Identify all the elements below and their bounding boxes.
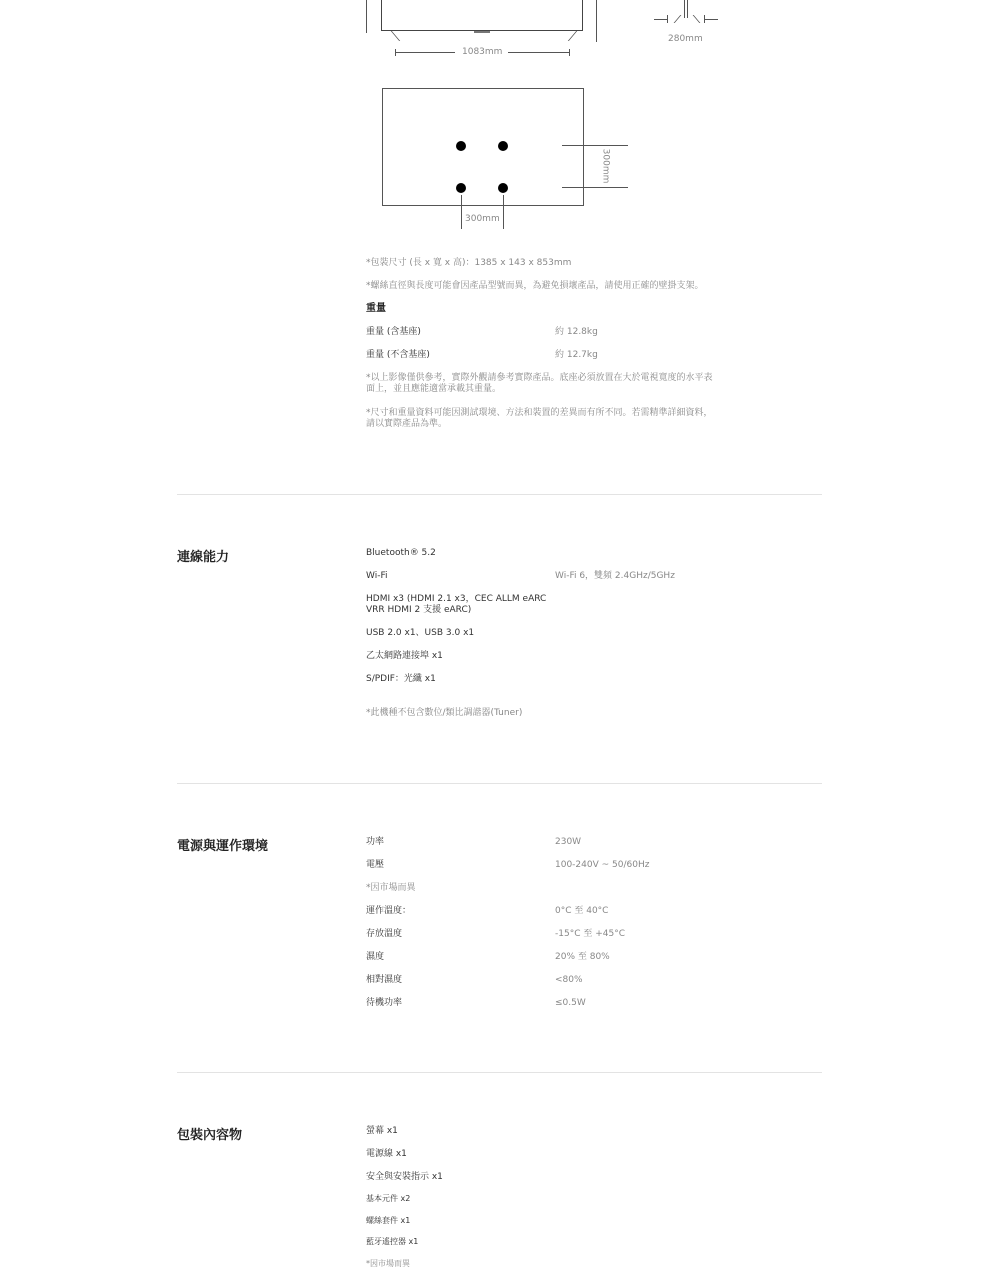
mount-hole-icon xyxy=(456,183,466,193)
usb-spec: USB 2.0 x1、USB 3.0 x1 xyxy=(366,628,475,638)
vesa-h-line-right xyxy=(503,195,504,229)
width-label: 1083mm xyxy=(462,47,503,57)
package-item: 基本元件 x2 xyxy=(366,1194,411,1203)
depth-line-right xyxy=(704,19,718,20)
package-size-note: *包裝尺寸 (長 x 寬 x 高)：1385 x 143 x 853mm xyxy=(366,258,572,268)
width-line-left xyxy=(395,52,455,53)
wifi-label: Wi-Fi xyxy=(366,571,388,581)
vesa-v-line-bottom xyxy=(562,187,628,188)
standby-power-label: 待機功率 xyxy=(366,998,403,1008)
stand-depth-label: 280mm xyxy=(668,34,703,44)
depth-tick-right xyxy=(704,15,705,23)
tv-right-leg xyxy=(558,31,577,41)
package-item: 電源線 x1 xyxy=(366,1149,407,1159)
tv-left-edge xyxy=(381,0,382,30)
hdmi-spec-2: VRR HDMI 2 支援 eARC) xyxy=(366,605,472,615)
power-value: 230W xyxy=(555,837,582,847)
vesa-horizontal-label: 300mm xyxy=(465,214,500,224)
weight-with-stand-value: 約 12.8kg xyxy=(555,327,598,337)
package-item: 螢幕 x1 xyxy=(366,1126,398,1136)
weight-note-2b: 請以實際產品為準。 xyxy=(366,419,448,429)
humidity-value: 20% 至 80% xyxy=(555,952,610,962)
operating-temp-value: 0°C 至 40°C xyxy=(555,906,609,916)
tv-back-outline xyxy=(382,88,584,206)
humidity-label: 濕度 xyxy=(366,952,385,962)
power-label: 功率 xyxy=(366,837,385,847)
width-tick-right xyxy=(569,49,570,56)
height-dimension-line xyxy=(366,0,367,33)
weight-note-2a: *尺寸和重量資料可能因測試環境、方法和裝置的差異而有所不同。若需精準詳細資料， xyxy=(366,408,713,418)
tv-logo-bar xyxy=(474,31,490,33)
depth-tick-left xyxy=(667,15,668,23)
depth-line-left xyxy=(654,19,668,20)
hdmi-spec-1: HDMI x3 (HDMI 2.1 x3，CEC ALLM eARC xyxy=(366,594,547,604)
standby-power-value: ≤0.5W xyxy=(555,998,586,1008)
connectivity-title: 連線能力 xyxy=(177,550,230,565)
package-item: 藍牙遙控器 x1 xyxy=(366,1237,419,1246)
weight-without-stand-label: 重量 (不含基座) xyxy=(366,350,430,360)
width-tick-left xyxy=(395,49,396,56)
voltage-label: 電壓 xyxy=(366,860,385,870)
section-divider xyxy=(177,494,822,495)
ethernet-spec: 乙太網路連接埠 x1 xyxy=(366,651,443,661)
package-item: 螺絲套件 x1 xyxy=(366,1216,411,1225)
vesa-vertical-label: 300mm xyxy=(600,148,611,184)
tuner-note: *此機種不包含數位/類比調諧器(Tuner) xyxy=(366,708,523,718)
package-note: *因市場而異 xyxy=(366,1259,410,1268)
operating-temp-label: 運作溫度： xyxy=(366,906,412,916)
vesa-h-line-left xyxy=(461,195,462,229)
vesa-v-line-top xyxy=(562,145,628,146)
tv-left-leg xyxy=(391,31,410,41)
voltage-value: 100-240V ~ 50/60Hz xyxy=(555,860,650,870)
mount-hole-icon xyxy=(498,141,508,151)
stand-foot-right xyxy=(685,15,701,23)
relative-humidity-label: 相對濕度 xyxy=(366,975,403,985)
bluetooth-spec: Bluetooth® 5.2 xyxy=(366,548,436,558)
storage-temp-label: 存放溫度 xyxy=(366,929,403,939)
package-title: 包裝內容物 xyxy=(177,1128,243,1143)
section-divider xyxy=(177,1072,822,1073)
spdif-spec: S/PDIF：光纖 x1 xyxy=(366,674,436,684)
weight-without-stand-value: 約 12.7kg xyxy=(555,350,598,360)
wifi-value: Wi-Fi 6，雙頻 2.4GHz/5GHz xyxy=(555,571,675,581)
weight-note-1b: 面上，並且應能適當承載其重量。 xyxy=(366,384,502,394)
relative-humidity-value: <80% xyxy=(555,975,583,985)
power-title: 電源與運作環境 xyxy=(177,839,269,854)
weight-with-stand-label: 重量 (含基座) xyxy=(366,327,421,337)
width-line-right xyxy=(508,52,570,53)
depth-dimension-line xyxy=(596,0,597,42)
storage-temp-value: -15°C 至 +45°C xyxy=(555,929,625,939)
tv-right-edge xyxy=(582,0,583,30)
market-note: *因市場而異 xyxy=(366,883,416,893)
weight-note-1a: *以上影像僅供參考，實際外觀請參考實際產品。底座必須放置在大於電視寬度的水平表 xyxy=(366,373,713,383)
mount-hole-icon xyxy=(456,141,466,151)
section-divider xyxy=(177,783,822,784)
package-item: 安全與安裝指示 x1 xyxy=(366,1172,443,1182)
weight-heading: 重量 xyxy=(366,303,386,314)
mount-hole-icon xyxy=(498,183,508,193)
screw-note: *螺絲直徑與長度可能會因產品型號而異，為避免損壞產品，請使用正確的壁掛支架。 xyxy=(366,281,704,291)
